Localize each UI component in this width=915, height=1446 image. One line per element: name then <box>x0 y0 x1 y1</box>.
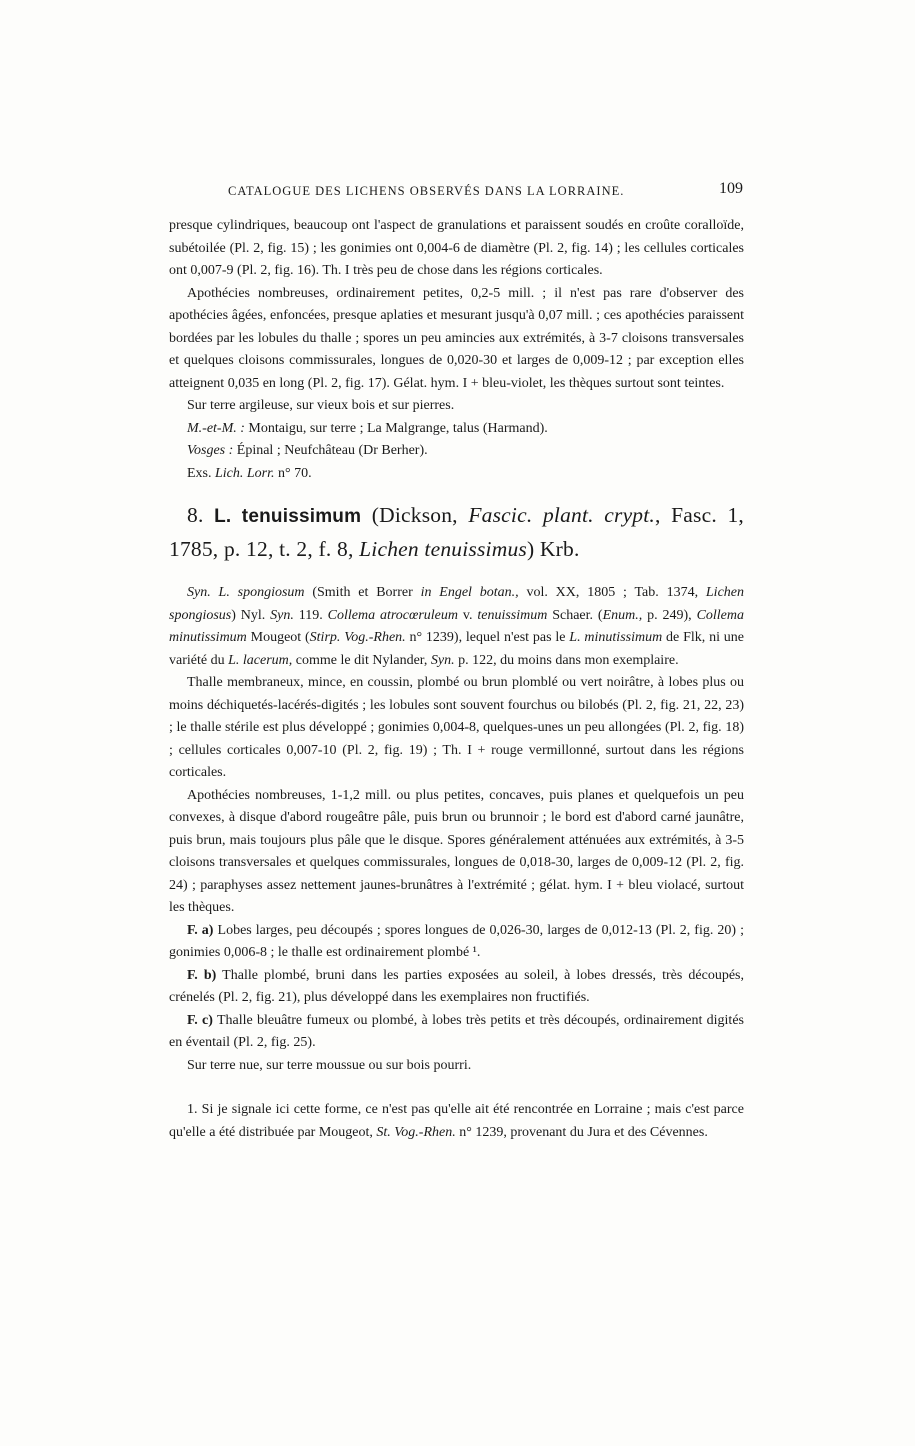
locality-text: Montaigu, sur terre ; La Malgrange, talus (Harmand). <box>244 420 548 436</box>
apothecia-description: Apothécies nombreuses, 1-1,2 mill. ou plus petites, concaves, puis planes et quelquefois un peu convexes, à disque d'abord rougeâtre pâle, puis brun ou brunnoir ; le bord est d'abord carné jaunâtre, puis brun, mais toujours plus pâle que le disque. Spores généralement atténuées aux extrémités, à 3-5 cloisons transversales et quelques commissurales, longues de 0,018-30, larges de 0,009-12 (Pl. 2, fig. 24) ; paraphyses assez nettement jaunes-brunâtres à l'extrémité ; gélat. hym. I + bleu violacé, surtout les thèques. <box>169 787 744 915</box>
species-heading: 8. L. tenuissimum (Dickson, Fascic. plant. crypt., Fasc. 1, 1785, p. 12, t. 2, f. 8, Lichen tenuissimus) Krb. <box>169 503 744 561</box>
locality-line <box>169 418 744 441</box>
region-label: M.-et-M. : <box>187 420 245 436</box>
page-header <box>228 181 743 203</box>
paragraph: Apothécies nombreuses, ordinairement petites, 0,2-5 mill. ; il n'est pas rare d'observer des apothécies âgées, enfoncées, presque aplaties et mesurant jusqu'à 0,07 mill. ; ces apothécies paraissent bordées par les lobules du thalle ; spores un peu amincies aux extrémités, à 3-7 cloisons transversales et quelques cloisons commissurales, longues de 0,020-30 et larges de 0,009-12 ; par exception elles atteignent 0,035 en long (Pl. 2, fig. 17). Gélat. hym. I + bleu-violet, les thèques surtout sont teintes. <box>169 285 744 391</box>
footnote: 1. Si je signale ici cette forme, ce n'est pas qu'elle ait été rencontrée en Lorraine ; mais c'est parce qu'elle a été distribuée par Mougeot, St. Vog.-Rhen. n° 1239, provenant du Jura et des Cévennes. <box>169 1102 744 1140</box>
synonymy-paragraph: Syn. L. spongiosum (Smith et Borrer in Engel botan., vol. XX, 1805 ; Tab. 1374, Lichen spongiosus) Nyl. Syn. 119. Collema atrocœruleum v. tenuissimum Schaer. (Enum., p. 249), Collema minutissimum Mougeot (Stirp. Vog.-Rhen. n° 1239), lequel n'est pas le L. minutissimum de Flk, ni une variété du L. lacerum, comme le dit Nylander, Syn. p. 122, du moins dans mon exemplaire. <box>169 585 745 668</box>
page-number: 109 <box>719 180 743 197</box>
form-c: F. c) Thalle bleuâtre fumeux ou plombé, à lobes très petits et très découpés, ordinairement digités en éventail (Pl. 2, fig. 25). <box>169 1012 744 1050</box>
form-a: F. a) Lobes larges, peu découpés ; spores longues de 0,026-30, larges de 0,012-13 (Pl. 2, fig. 20) ; gonimies 0,006-8 ; le thalle est ordinairement plombé ¹. <box>169 922 744 960</box>
exsiccata-line: Exs. Lich. Lorr. n° 70. <box>187 465 312 481</box>
species-name: L. tenuissimum <box>214 506 362 527</box>
habitat-line: Sur terre argileuse, sur vieux bois et sur pierres. <box>187 398 455 413</box>
page-body <box>169 215 744 1144</box>
habitat-line: Sur terre nue, sur terre moussue ou sur bois pourri. <box>187 1057 472 1073</box>
locality-text: Épinal ; Neufchâteau (Dr Berher). <box>233 443 428 458</box>
region-label: Vosges : <box>187 443 234 458</box>
form-b: F. b) Thalle plombé, bruni dans les parties exposées au soleil, à lobes dressés, très découpés, crénelés (Pl. 2, fig. 21), plus développé dans les exemplaires non fructifiés. <box>169 967 744 1005</box>
paragraph: presque cylindriques, beaucoup ont l'aspect de granulations et paraissent soudés en croûte coralloïde, subétoilée (Pl. 2, fig. 15) ; les gonimies ont 0,004-6 de diamètre (Pl. 2, fig. 14) ; les cellules corticales ont 0,007-9 (Pl. 2, fig. 16). Th. I très peu de chose dans les régions corticales. <box>169 218 744 278</box>
running-title: CATALOGUE DES LICHENS OBSERVÉS DANS LA LORRAINE. <box>228 184 625 198</box>
thallus-description: Thalle membraneux, mince, en coussin, plombé ou brun plomblé ou vert noirâtre, à lobes plus ou moins déchiquetés-lacérés-digités ; les lobules sont souvent fourchus ou bilobés (Pl. 2, fig. 21, 22, 23) ; le thalle stérile est plus développé ; gonimies 0,004-8, quelques-unes un peu allongées (Pl. 2, fig. 18) ; cellules corticales 0,007-10 (Pl. 2, fig. 19) ; Th. I + rouge vermillonné, surtout dans les régions corticales. <box>169 675 744 780</box>
locality-line <box>169 440 744 463</box>
